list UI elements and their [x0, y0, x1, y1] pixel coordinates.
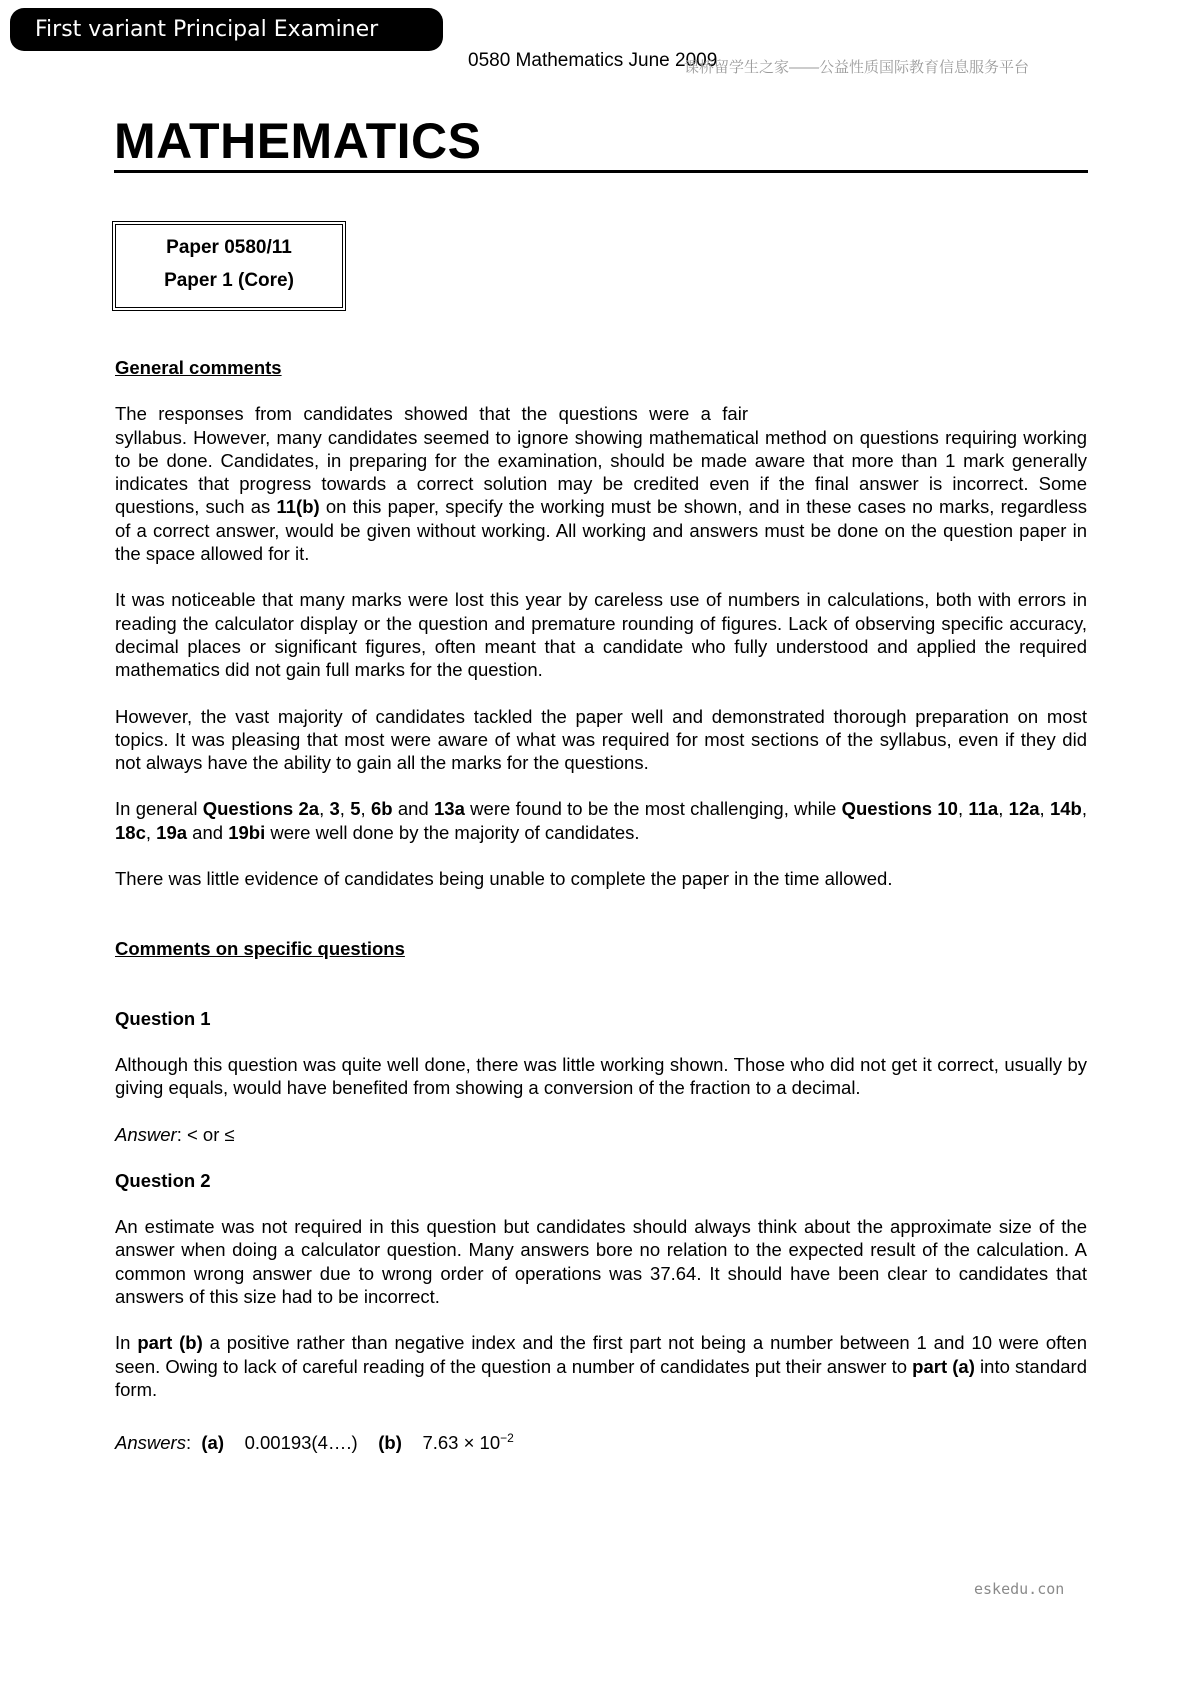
q2-b2: part (a)	[912, 1355, 975, 1377]
p4-b12: 19bi	[228, 821, 266, 843]
p4-b10: 18c	[115, 821, 146, 843]
title-divider	[114, 170, 1088, 173]
p4-b8: 12a	[1008, 798, 1040, 820]
question-1-heading: Question 1	[115, 1007, 211, 1029]
p4-t2: ,	[319, 798, 330, 820]
p4-b3: 5	[350, 798, 361, 820]
answer-value: : < or ≤	[176, 1123, 235, 1145]
paper-name: Paper 1 (Core)	[164, 270, 294, 291]
q2-t2: a positive rather than negative index and the first part not being a number between 1 and 10 were often seen. Owing to lack of careful reading of the question a number of candidates put their answer to	[115, 1332, 1087, 1377]
general-p1-bold: 11(b)	[276, 496, 320, 518]
p4-t1: In general	[115, 798, 203, 820]
q2-t1: In	[115, 1332, 138, 1354]
question-1-answer	[115, 1123, 1087, 1146]
answer-a-value: 0.00193(4….)	[244, 1432, 358, 1454]
p4-t5: and	[392, 798, 435, 820]
p4-t10: ,	[1081, 798, 1088, 820]
general-paragraph-3: However, the vast majority of candidates tackled the paper well and demonstrated thorough preparation on most topics. It was pleasing that most were aware of what was required for most sections of the syllabus, even if they did not always have the ability to gain all the marks for the questions.	[115, 705, 1087, 774]
answer-b-value: 7.63 × 10	[422, 1432, 501, 1454]
footer-watermark: eskedu.con	[974, 1580, 1065, 1598]
answer-label: Answer	[115, 1123, 177, 1145]
p4-b4: 6b	[370, 798, 393, 820]
general-comments-heading: General comments	[115, 357, 282, 378]
question-2-part-b	[115, 1331, 1087, 1401]
answers-label: Answers	[115, 1432, 186, 1454]
p4-b5: 13a	[434, 798, 465, 820]
report-banner: First variant Principal Examiner Report	[10, 8, 443, 51]
specific-comments-heading: Comments on specific questions	[115, 938, 405, 960]
answer-b-label: (b)	[378, 1432, 402, 1454]
paper-info-box	[112, 221, 346, 311]
p4-b7: 11a	[968, 798, 999, 820]
q2-t3: into standard form.	[115, 1355, 1088, 1400]
p4-t8: ,	[998, 798, 1009, 820]
subject-header: 0580 Mathematics June 2009	[468, 50, 718, 71]
general-paragraph-2: It was noticeable that many marks were lost this year by careless use of numbers in calculations, both with errors in reading the calculator display or the question and premature rounding of figures. Lack of observing specific accuracy, decimal places or significant figures, often meant that a candidate who fully understood and applied the required mathematics did not gain full marks for the question.	[115, 589, 1087, 681]
question-2-answers: Answers: (a) 0.00193(4….) (b) $7.63 \times 10^{-2}$	[115, 1431, 514, 1454]
p4-b2: 3	[329, 798, 340, 820]
p4-t6: were found to be the most challenging, while	[464, 798, 842, 820]
p4-t9: ,	[1039, 798, 1050, 820]
general-paragraph-4	[115, 797, 1087, 844]
p4-b9: 14b	[1049, 798, 1082, 820]
question-1-body: Although this question was quite well done, there was little working shown. Those who did not get it correct, usually by giving equals, would have benefited from showing a conversion of the fraction to a decimal.	[115, 1053, 1087, 1099]
paper-code: Paper 0580/11	[166, 237, 292, 258]
question-2-body: An estimate was not required in this question but candidates should always think about the approximate size of the answer when doing a calculator question. Many answers bore no relation to the expected result of the calculation. A common wrong answer due to wrong order of operations was 37.64. It should have been clear to candidates that answers of this size had to be incorrect.	[115, 1216, 1087, 1308]
p4-b1: Questions 2a	[202, 798, 320, 820]
p4-b11: 19a	[156, 821, 188, 843]
answer-b-exponent: −2	[500, 1431, 514, 1446]
general-p1-text: syllabus. However, many candidates seemed to ignore showing mathematical method on questions requiring working to be done. Candidates, in preparing for the examination, should be made aware that more than 1 mark generally indicates that progress towards a correct solution may be credited even if the final answer is incorrect. Some questions, such as	[115, 426, 1087, 518]
general-paragraph-5: There was little evidence of candidates being unable to complete the paper in the time allowed.	[115, 868, 893, 890]
p4-t4: ,	[360, 798, 371, 820]
p4-t7: ,	[957, 798, 969, 820]
page-title: MATHEMATICS	[114, 113, 482, 169]
p4-t12: and	[187, 821, 229, 843]
p4-t13: were well done by the majority of candidates.	[265, 821, 640, 843]
general-p1-line1: The responses from candidates showed that the questions were a fair	[115, 403, 748, 425]
question-2-heading: Question 2	[115, 1169, 211, 1191]
p4-t11: ,	[145, 821, 157, 843]
watermark-text: 课桥留学生之家——公益性质国际教育信息服务平台	[684, 59, 1030, 76]
p4-b6: Questions 10	[841, 798, 958, 820]
answer-a-label: (a)	[201, 1432, 224, 1454]
q2-b1: part (b)	[137, 1332, 203, 1354]
p4-t3: ,	[339, 798, 351, 820]
general-p1-text-end: on this paper, specify the working must be shown, and in these cases no marks, regardless of a correct answer, would be given without working. All working and answers must be done on the question paper in the space allowed for it.	[115, 496, 1088, 565]
report-body	[115, 356, 1087, 1455]
general-paragraph-1	[115, 402, 1087, 565]
